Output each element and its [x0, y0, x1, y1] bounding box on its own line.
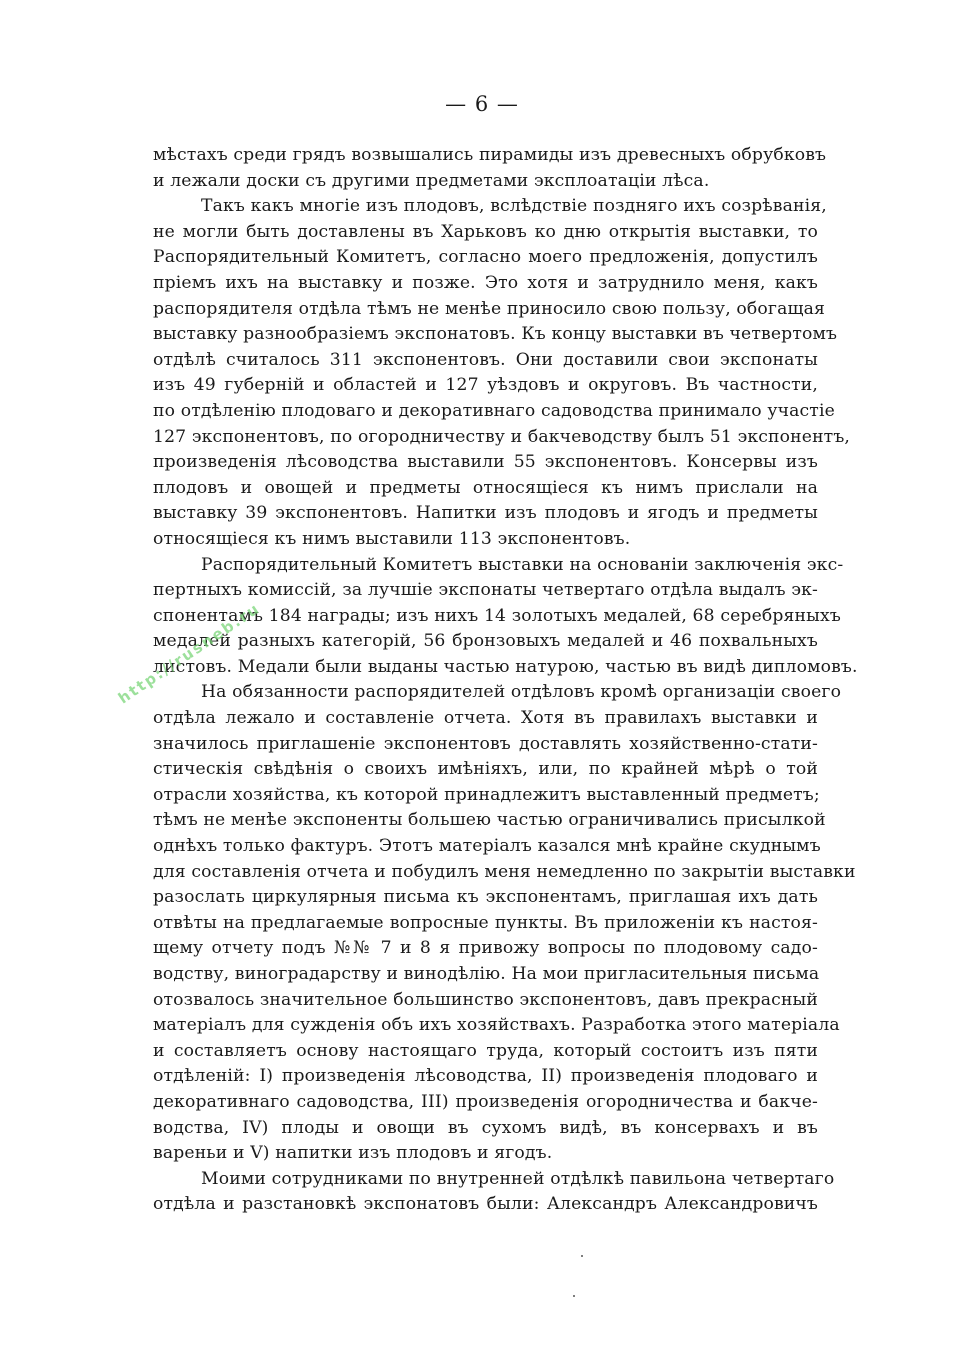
- text-line: разослать циркулярныя письма къ экспонентамъ, приглашая ихъ дать: [153, 887, 818, 908]
- text-line: и лежали доски съ другими предметами эксплоатаціи лѣса.: [153, 170, 710, 191]
- scan-speck: [573, 1295, 575, 1297]
- text-line: декоративнаго садоводства, III) произведенія огородничества и бакче-: [153, 1091, 818, 1112]
- text-line: однѣхъ только фактуръ. Этотъ матеріалъ казался мнѣ крайне скуднымъ: [153, 836, 821, 857]
- text-line: отозвалось значительное большинство экспонентовъ, давъ прекрасный: [153, 989, 818, 1010]
- text-line: водства, IV) плоды и овощи въ сухомъ видѣ, въ консервахъ и въ: [153, 1117, 818, 1138]
- text-line: вареньи и V) напитки изъ плодовъ и ягодъ.: [153, 1143, 553, 1164]
- text-line: выставку 39 экспонентовъ. Напитки изъ плодовъ и ягодъ и предметы: [153, 503, 818, 524]
- text-line: по отдѣленію плодоваго и декоративнаго садоводства принимало участіе: [153, 400, 835, 421]
- text-line: стическія свѣдѣнія о своихъ имѣніяхъ, или, по крайней мѣрѣ о той: [153, 759, 818, 780]
- library-watermark: http://rusneb.ru: [114, 599, 264, 708]
- text-line: Распорядительный Комитетъ выставки на основаніи заключенія экс-: [201, 554, 844, 575]
- text-line: выставку разнообразіемъ экспонатовъ. Къ концу выставки въ четвертомъ: [153, 324, 838, 345]
- text-line: Моими сотрудниками по внутренней отдѣлкѣ павильона четвертаго: [201, 1168, 835, 1189]
- text-line: Распорядительный Комитетъ, согласно моего предложенія, допустилъ: [153, 247, 818, 268]
- text-line: для составленія отчета и побудилъ меня немедленно по закрытіи выставки: [153, 861, 856, 882]
- text-line: спонентамъ 184 награды; изъ нихъ 14 золотыхъ медалей, 68 серебряныхъ: [153, 605, 841, 626]
- text-line: отвѣты на предлагаемые вопросные пункты. Въ приложеніи къ настоя-: [153, 912, 818, 933]
- text-line: относящіеся къ нимъ выставили 113 экспонентовъ.: [153, 528, 631, 549]
- text-line: пріемъ ихъ на выставку и позже. Это хотя и затруднило меня, какъ: [153, 272, 818, 293]
- text-line: матеріалъ для сужденія объ ихъ хозяйствахъ. Разработка этого матеріала: [153, 1015, 840, 1036]
- text-line: водству, виноградарству и винодѣлію. На мои пригласительныя письма: [153, 964, 820, 984]
- text-line: медалей разныхъ категорій, 56 бронзовыхъ медалей и 46 похвальныхъ: [153, 631, 818, 652]
- page-number: — 6 —: [445, 92, 519, 116]
- text-line: мѣстахъ среди грядъ возвышались пирамиды изъ древесныхъ обрубковъ: [153, 145, 827, 165]
- text-line: щему отчету подъ №№ 7 и 8 я привожу вопросы по плодовому садо-: [153, 938, 818, 959]
- text-line: не могли быть доставлены въ Харьковъ ко дню открытія выставки, то: [153, 221, 818, 242]
- scan-speck: [581, 1255, 583, 1257]
- text-line: листовъ. Медали были выданы частью натурою, частью въ видѣ дипломовъ.: [153, 656, 858, 677]
- text-line: и составляетъ основу настоящаго труда, который состоитъ изъ пяти: [153, 1040, 818, 1061]
- body-text: [153, 143, 858, 1218]
- text-line: пертныхъ комиссій, за лучшіе экспонаты четвертаго отдѣла выдалъ эк-: [153, 580, 818, 601]
- text-line: На обязанности распорядителей отдѣловъ кромѣ организаціи своего: [201, 682, 842, 703]
- text-line: 127 экспонентовъ, по огородничеству и бакчеводству былъ 51 экспонентъ,: [153, 426, 851, 447]
- text-line: отрасли хозяйства, къ которой принадлежитъ выставленный предметъ;: [153, 784, 820, 805]
- text-line: отдѣленій: I) произведенія лѣсоводства, II) произведенія плодоваго и: [153, 1066, 818, 1087]
- text-line: плодовъ и овощей и предметы относящіеся къ нимъ прислали на: [153, 477, 818, 498]
- text-line: изъ 49 губерній и областей и 127 уѣздовъ и округовъ. Въ частности,: [153, 375, 818, 396]
- text-line: распорядителя отдѣла тѣмъ не менѣе приносило свою пользу, обогащая: [153, 298, 825, 319]
- text-line: значилось приглашеніе экспонентовъ доставлять хозяйственно-стати-: [153, 733, 818, 754]
- text-line: отдѣлѣ считалось 311 экспонентовъ. Они доставили свои экспонаты: [153, 349, 818, 370]
- text-line: тѣмъ не менѣе экспоненты большею частью ограничивались присылкой: [153, 810, 826, 831]
- text-line: произведенія лѣсоводства выставили 55 экспонентовъ. Консервы изъ: [153, 452, 818, 473]
- text-line: отдѣла и разстановкѣ экспонатовъ были: Александръ Александровичъ: [153, 1194, 818, 1215]
- text-line: отдѣла лежало и составленіе отчета. Хотя въ правилахъ выставки и: [153, 708, 818, 729]
- text-line: Такъ какъ многіе изъ плодовъ, вслѣдствіе поздняго ихъ созрѣванія,: [201, 196, 827, 217]
